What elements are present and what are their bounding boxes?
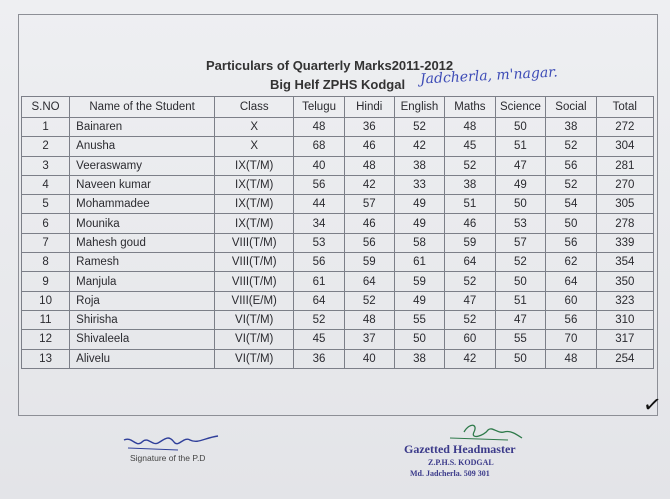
cell-name: Shivaleela — [70, 330, 215, 349]
cell-maths: 48 — [445, 118, 495, 137]
cell-maths: 46 — [445, 214, 495, 233]
cell-english: 58 — [394, 233, 445, 252]
handwritten-note: Jadcherla, m'nagar. — [419, 64, 559, 88]
table-header-row — [22, 97, 654, 118]
cell-total: 317 — [596, 330, 653, 349]
cell-social: 50 — [546, 214, 596, 233]
cell-total: 310 — [596, 310, 653, 329]
cell-social: 48 — [546, 349, 596, 368]
cell-sno: 4 — [22, 175, 70, 194]
cell-english: 49 — [394, 291, 445, 310]
cell-name: Ramesh — [70, 253, 215, 272]
table-row — [22, 233, 654, 252]
table-row — [22, 137, 654, 156]
cell-social: 60 — [546, 291, 596, 310]
cell-social: 56 — [546, 233, 596, 252]
cell-class: VI(T/M) — [215, 349, 294, 368]
cell-telugu: 48 — [294, 118, 344, 137]
cell-name: Anusha — [70, 137, 215, 156]
cell-english: 59 — [394, 272, 445, 291]
cell-maths: 47 — [445, 291, 495, 310]
cell-science: 51 — [495, 137, 546, 156]
cell-english: 38 — [394, 349, 445, 368]
cell-social: 52 — [546, 137, 596, 156]
cell-telugu: 52 — [294, 310, 344, 329]
cell-telugu: 36 — [294, 349, 344, 368]
table-row — [22, 291, 654, 310]
cell-english: 33 — [394, 175, 445, 194]
cell-total: 339 — [596, 233, 653, 252]
cell-social: 54 — [546, 195, 596, 214]
cell-english: 38 — [394, 156, 445, 175]
cell-science: 55 — [495, 330, 546, 349]
cell-sno: 3 — [22, 156, 70, 175]
cell-name: Veeraswamy — [70, 156, 215, 175]
cell-social: 56 — [546, 310, 596, 329]
cell-maths: 59 — [445, 233, 495, 252]
cell-total: 304 — [596, 137, 653, 156]
cell-maths: 45 — [445, 137, 495, 156]
table-row — [22, 310, 654, 329]
cell-english: 42 — [394, 137, 445, 156]
column-header-class: Class — [215, 97, 294, 118]
cell-name: Manjula — [70, 272, 215, 291]
cell-class: VIII(T/M) — [215, 253, 294, 272]
cell-class: VI(T/M) — [215, 330, 294, 349]
table-row — [22, 253, 654, 272]
cell-hindi: 46 — [344, 137, 394, 156]
cell-sno: 12 — [22, 330, 70, 349]
table-row — [22, 156, 654, 175]
cell-sno: 5 — [22, 195, 70, 214]
cell-hindi: 36 — [344, 118, 394, 137]
stamp-school: Z.P.H.S. KODGAL — [428, 458, 494, 467]
cell-class: IX(T/M) — [215, 156, 294, 175]
cell-sno: 10 — [22, 291, 70, 310]
cell-maths: 42 — [445, 349, 495, 368]
cell-social: 52 — [546, 175, 596, 194]
cell-total: 270 — [596, 175, 653, 194]
cell-total: 305 — [596, 195, 653, 214]
cell-class: X — [215, 137, 294, 156]
cell-class: VI(T/M) — [215, 310, 294, 329]
cell-social: 56 — [546, 156, 596, 175]
cell-total: 323 — [596, 291, 653, 310]
table-row — [22, 118, 654, 137]
cell-telugu: 40 — [294, 156, 344, 175]
table-row — [22, 349, 654, 368]
cell-total: 278 — [596, 214, 653, 233]
cell-science: 52 — [495, 253, 546, 272]
cell-english: 49 — [394, 214, 445, 233]
cell-social: 38 — [546, 118, 596, 137]
cell-social: 62 — [546, 253, 596, 272]
cell-total: 350 — [596, 272, 653, 291]
cell-name: Naveen kumar — [70, 175, 215, 194]
cell-total: 281 — [596, 156, 653, 175]
cell-maths: 38 — [445, 175, 495, 194]
cell-sno: 7 — [22, 233, 70, 252]
cell-science: 53 — [495, 214, 546, 233]
cell-telugu: 44 — [294, 195, 344, 214]
cell-social: 64 — [546, 272, 596, 291]
cell-maths: 52 — [445, 310, 495, 329]
cell-english: 61 — [394, 253, 445, 272]
cell-class: VIII(T/M) — [215, 272, 294, 291]
cell-hindi: 64 — [344, 272, 394, 291]
cell-name: Shirisha — [70, 310, 215, 329]
cell-hindi: 52 — [344, 291, 394, 310]
cell-sno: 2 — [22, 137, 70, 156]
check-mark-icon: ✓ — [641, 390, 664, 419]
cell-science: 57 — [495, 233, 546, 252]
cell-social: 70 — [546, 330, 596, 349]
headmaster-signature — [444, 420, 524, 442]
cell-science: 50 — [495, 272, 546, 291]
stamp-title: Gazetted Headmaster — [404, 442, 516, 456]
cell-telugu: 64 — [294, 291, 344, 310]
cell-hindi: 48 — [344, 310, 394, 329]
cell-class: X — [215, 118, 294, 137]
cell-sno: 8 — [22, 253, 70, 272]
marks-table — [21, 96, 654, 369]
cell-science: 47 — [495, 156, 546, 175]
table-row — [22, 330, 654, 349]
cell-sno: 11 — [22, 310, 70, 329]
column-header-social: Social — [546, 97, 596, 118]
cell-class: VIII(E/M) — [215, 291, 294, 310]
cell-sno: 6 — [22, 214, 70, 233]
cell-telugu: 53 — [294, 233, 344, 252]
school-name: Big Helf ZPHS Kodgal — [270, 77, 406, 92]
cell-science: 50 — [495, 349, 546, 368]
cell-hindi: 46 — [344, 214, 394, 233]
cell-name: Roja — [70, 291, 215, 310]
pd-signature-label: Signature of the P.D — [130, 453, 206, 463]
column-header-hindi: Hindi — [344, 97, 394, 118]
cell-hindi: 40 — [344, 349, 394, 368]
cell-telugu: 68 — [294, 137, 344, 156]
table-row — [22, 272, 654, 291]
cell-maths: 52 — [445, 156, 495, 175]
cell-science: 47 — [495, 310, 546, 329]
stamp-address: Md. Jadcherla. 509 301 — [410, 469, 490, 478]
cell-english: 55 — [394, 310, 445, 329]
cell-class: IX(T/M) — [215, 175, 294, 194]
cell-class: IX(T/M) — [215, 195, 294, 214]
cell-english: 49 — [394, 195, 445, 214]
cell-name: Mounika — [70, 214, 215, 233]
cell-telugu: 56 — [294, 253, 344, 272]
cell-maths: 64 — [445, 253, 495, 272]
cell-sno: 9 — [22, 272, 70, 291]
table-row — [22, 214, 654, 233]
cell-science: 51 — [495, 291, 546, 310]
cell-english: 50 — [394, 330, 445, 349]
cell-name: Alivelu — [70, 349, 215, 368]
cell-name: Mohammadee — [70, 195, 215, 214]
cell-telugu: 61 — [294, 272, 344, 291]
cell-total: 254 — [596, 349, 653, 368]
column-header-total: Total — [596, 97, 653, 118]
cell-hindi: 48 — [344, 156, 394, 175]
cell-total: 272 — [596, 118, 653, 137]
cell-class: IX(T/M) — [215, 214, 294, 233]
cell-hindi: 59 — [344, 253, 394, 272]
cell-telugu: 45 — [294, 330, 344, 349]
cell-maths: 60 — [445, 330, 495, 349]
cell-science: 49 — [495, 175, 546, 194]
cell-maths: 51 — [445, 195, 495, 214]
document-title: Particulars of Quarterly Marks2011-2012 — [206, 58, 454, 73]
headmaster-stamp — [404, 418, 554, 490]
cell-hindi: 37 — [344, 330, 394, 349]
cell-sno: 13 — [22, 349, 70, 368]
column-header-name: Name of the Student — [70, 97, 215, 118]
cell-science: 50 — [495, 195, 546, 214]
cell-telugu: 34 — [294, 214, 344, 233]
column-header-sno: S.NO — [22, 97, 70, 118]
column-header-maths: Maths — [445, 97, 495, 118]
cell-telugu: 56 — [294, 175, 344, 194]
column-header-english: English — [394, 97, 445, 118]
cell-sno: 1 — [22, 118, 70, 137]
cell-class: VIII(T/M) — [215, 233, 294, 252]
table-row — [22, 195, 654, 214]
column-header-science: Science — [495, 97, 546, 118]
cell-hindi: 42 — [344, 175, 394, 194]
cell-name: Bainaren — [70, 118, 215, 137]
cell-english: 52 — [394, 118, 445, 137]
column-header-telugu: Telugu — [294, 97, 344, 118]
cell-total: 354 — [596, 253, 653, 272]
table-row — [22, 175, 654, 194]
cell-science: 50 — [495, 118, 546, 137]
table-body — [22, 118, 654, 369]
cell-hindi: 56 — [344, 233, 394, 252]
cell-name: Mahesh goud — [70, 233, 215, 252]
cell-hindi: 57 — [344, 195, 394, 214]
cell-maths: 52 — [445, 272, 495, 291]
